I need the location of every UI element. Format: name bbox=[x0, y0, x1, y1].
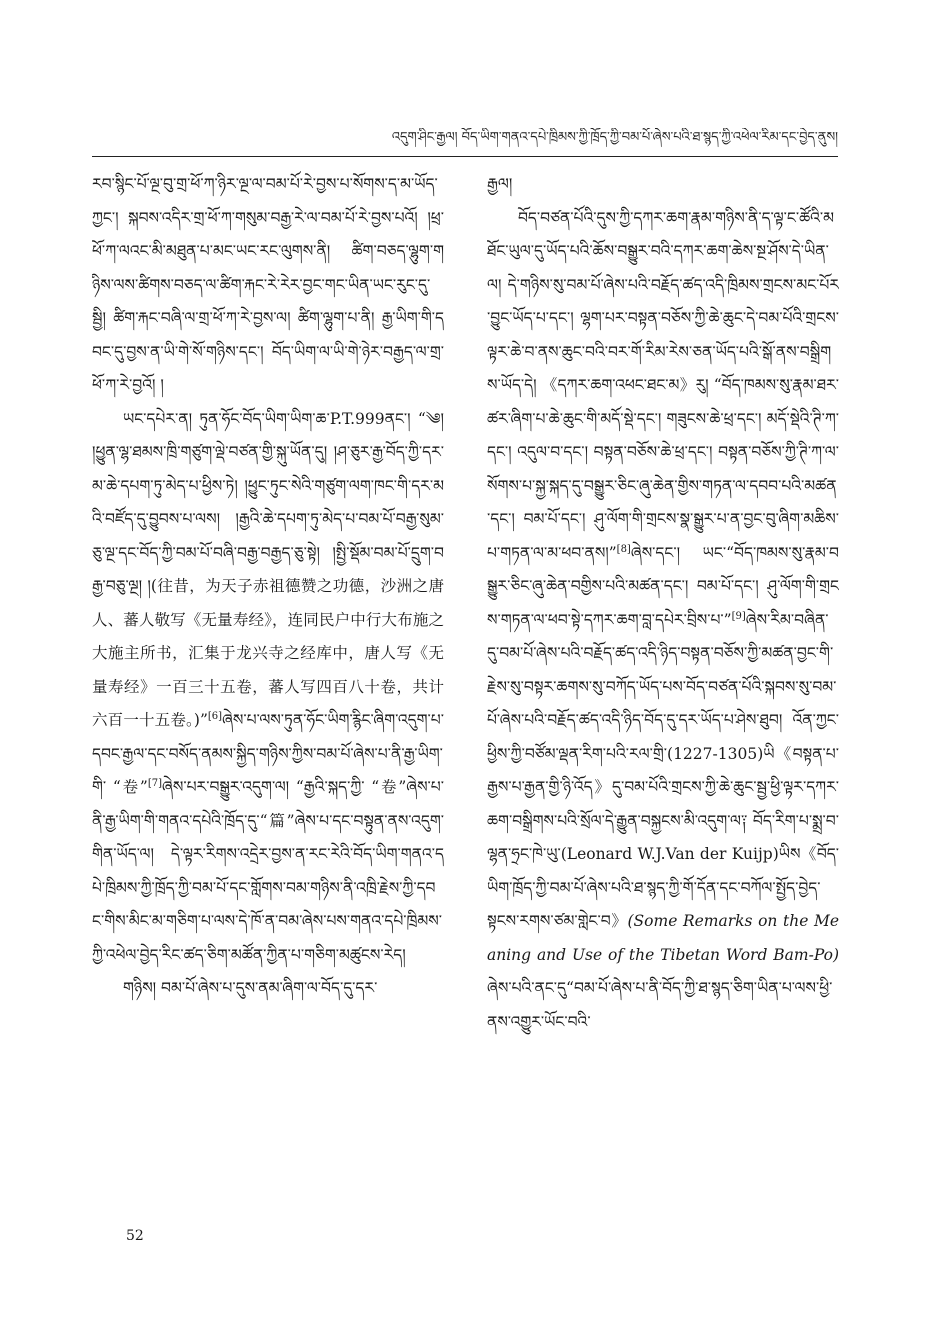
paragraph: རྒྱལ། bbox=[487, 175, 513, 193]
text-run: ཞེས་པ་ལས་ཏུན་ཧོང་ཡིག་རྙིང་ཞིག་འདུག་པ་དབང་རྒྱལ་དང་བསོད་ནམས་སྐྱིད་གཉིས་ཀྱིས་བམ་པོ་ཞེས་པ་ནི་རྒྱ་ཡིག་གི་ “卷” bbox=[92, 711, 444, 796]
text-run: ཡི《བསྟན་པ་རྒྱས་པ་རྒྱན་གྱི་ཉི་འོད》དུ་བམ་པོའི་གྲངས་ཀྱི་ཆེ་ཆུང་སྦྱ་ཕྱི་ལྟར་དཀར་ཆག་བསྒྲིགས་པའི་སྲོལ་དེ་རྒྱུན་བསྐྱངས་མི་འདུག་ལ༑ བོད་རིག་པ་སྨྲ་བ་ལྷན་ཧྲང་ཁེ་ཡུ་ bbox=[487, 744, 839, 863]
author-name: (Leonard W.J.Van der Kuijp) bbox=[560, 845, 779, 863]
header-rule bbox=[92, 156, 838, 157]
text-run: ཡིས《བོད་ཡིག་ཁྲོད་ཀྱི་བམ་པོ་ཞེས་པའི་ཐ་སྙད་ཀྱི་གོ་དོན་དང་བཀོལ་སྤྱོད་བྱེད་སྟངས་རགས་ཙམ་གླེང་བ》 bbox=[487, 845, 839, 930]
document-reference: P.T.999 bbox=[329, 409, 385, 428]
footnote-ref: [8] bbox=[616, 543, 631, 555]
page-number: 52 bbox=[126, 1228, 144, 1244]
text-run: ཞེས་རིམ་བཞིན་དུ་བམ་པོ་ཞེས་པའི་བརྗོད་ཚད་འདི་ཉིད་བསྟན་བཅོས་ཀྱི་མཚན་བྱང་གི་རྗེས་སུ་བསྟར་ཆགས་སུ་བཀོད་ཡོད་པས་བོད་བཙན་པོའི་སྐབས་སུ་བམ་པོ་ཞེས་པའི་བརྗོད་ཚད་འདི་ཉིད་བོད་དུ་དར་ཡོད་པ་ཤེས་ཐུབ། འོན་ཀྱང་ཕྱིས་ཀྱི་བཙོམ་ལྡན་རིག་པའི་རལ་གྲི་ bbox=[487, 610, 839, 763]
right-column bbox=[487, 168, 839, 1218]
chinese-translation: (往昔，为天子赤祖德赞之功德，沙洲之唐人、蕃人敬写《无量寿经》，连同民户中行大布施之大施主所书，汇集于龙兴寺之经库中，唐人写《无量寿经》一百三十五卷，蕃人写四百八十卷，共计六百一十五卷。)” bbox=[92, 577, 444, 729]
text-run: ནང་། “༄། །ཕྱུན་ལྷ་ཐམས་ཁྲི་གཙུག་ལྡེ་བཙན་གྱི་སྐུ་ཡོན་དུ། །ཤ་ཅུར་རྒྱ་བོད་ཀྱི་དར་མ་ཆེ་དཔག་ཏུ་མེད་པ་ཕྱིས་ཏེ། །ཕྱུང་ཏུང་སེའི་གཙུག་ལག་ཁང་གི་དར་མའི་བཛོད་དུ་བྱུབས་པ་ལས། །རྒྱའི་ཆེ་དཔག་ཏུ་མེད་པ་བམ་པོ་བརྒྱ་སུམ་ཅུ་ལྔ་དང་བོད་ཀྱི་བམ་པོ་བཞི་བརྒྱ་བརྒྱད་ཅུ་སྟེ། །སྤྱི་སྡོམ་བམ་པོ་དྲུག་བརྒྱ་བཅུ་ལྔ། ། bbox=[92, 409, 444, 595]
paragraph: གཉིས། བམ་པོ་ཞེས་པ་དུས་ནམ་ཞིག་ལ་བོད་དུ་དར་ bbox=[123, 979, 378, 997]
text-run: ཡང་དཔེར་ན། ཏུན་ཧོང་བོད་ཡིག་ཡིག་ཆ་ bbox=[123, 409, 330, 428]
paragraph: རབ་སྙིང་པོ་ལྔ་བུ་གྲ་ཕོ་ཀ་ཉིར་ལྔ་ལ་བམ་པོ་རེ་བྱས་པ་སོགས་ད་མ་ཡོད་ཀྱང་། སྐབས་འདིར་གྲ་ཕོ་ཀ་གསུམ་བརྒྱ་རེ་ལ་བམ་པོ་རེ་བྱས་པའོ། །ཕྲ་ཕོ་ཀ་ལའང་མི་མཐུན་པ་མང་ཡང་རང་ལུགས་ནི། ཚིག་བཅད་ལྷུག་གཉིས་ལས་ཚིགས་བཅད་ལ་ཚིག་རྐང་རེ་རེར་བྱང་གང་ཡིན་ཡང་རུང་དུ་སྦྱི། ཚིག་རྐང་བཞི་ལ་གྲ་ཕོ་ཀ་རེ་བྱས་ལ། ཚིག་ལྷུག་པ་ནི། རྒྱ་ཡིག་གི་དབང་དུ་བྱས་ན་ཡི་གེ་སོ་གཉིས་དང་། བོད་ཡིག་ལ་ཡི་གེ་ཉེར་བརྒྱད་ལ་གྲ་ཕོ་ཀ་རེ་བྱའོ། ། bbox=[92, 175, 444, 394]
paragraph bbox=[487, 202, 839, 1040]
text-run: ཞེས་པར་བསྒྱུར་འདུག་ལ། “རྒྱའི་སྐད་ཀྱི་ “卷”ཞེས་པ་ནི་རྒྱ་ཡིག་གི་གནའ་དཔེའི་ཁྲོད་དུ་“篇”ཞེས་པ་དང་བསྟུན་ནས་འདུག་གིན་ཡོད་ལ། དེ་ལྟར་རིགས་འདྲེར་བྱས་ན་རང་རེའི་བོད་ཡིག་གནའ་དཔེ་ཁྲིམས་ཀྱི་ཁྲོད་ཀྱི་བམ་པོ་དང་གློགས་བམ་གཉིས་ནི་འཁྲི་རྗེས་ཀྱི་དབང་གིས་མིང་མ་གཅིག་པ་ལས་དེ་ཁོ་ན་བམ་ཞེས་པས་གནའ་དཔེ་ཁྲིམས་ཀྱི་འཕེལ་བྱེད་རིང་ཚད་ཅིག་མཚོན་ཀྱིན་པ་གཅིག་མཚུངས་རེད། bbox=[92, 778, 444, 964]
running-header: འདུག་ཤིང་རྒྱལ། བོད་ཡིག་གནའ་དཔེ་ཁྲིམས་ཀྱི་ཁྲོད་ཀྱི་བམ་པོ་ཞེས་པའི་ཐ་སྙད་ཀྱི་འཕེལ་རིམ་དང་བྱེད་ནུས། bbox=[391, 130, 838, 145]
year-range: (1227-1305) bbox=[667, 744, 764, 763]
paragraph bbox=[92, 403, 444, 973]
footnote-ref: [7] bbox=[147, 777, 163, 789]
text-run: ཞེས་དང་། ཡང་“བོད་ཁམས་སུ་རྣམ་བསྒྱུར་ཅིང་ཞུ་ཆེན་བགྱིས་པའི་མཚན་དང་། བམ་པོ་དང་། ཤུ་ལོག་གི་གྲངས་གཏན་ལ་ཕབ་སྟེ་དཀར་ཆག་བླ་དཔེར་བྲིས་པ་” bbox=[487, 543, 839, 629]
footnote-ref: [6] bbox=[207, 710, 223, 722]
left-column bbox=[92, 168, 444, 1218]
footnote-ref: [9] bbox=[731, 610, 746, 622]
text-run: བོད་བཙན་པོའི་དུས་ཀྱི་དཀར་ཆག་རྣམ་གཉིས་ནི་ད་ལྟ་ང་ཚོའི་མཐོང་ཡུལ་དུ་ཡོད་པའི་ཆོས་བསྒྱུར་བའི་དཀར་ཆག་ཆེས་སྔ་ཤོས་དེ་ཡིན་ལ། དེ་གཉིས་སུ་བམ་པོ་ཞེས་པའི་བརྗོད་ཚད་འདི་ཁྲིམས་གྲངས་མང་པོར་བྱུང་ཡོད་པ་དང་། ལྷག་པར་བསྟན་བཅོས་ཀྱི་ཆེ་ཆུང་དེ་བམ་པོའི་གྲངས་ལྟར་ཆེ་བ་ནས་ཆུང་བའི་བར་གོ་རིམ་རེས་ཅན་ཡོད་པའི་སྒོ་ནས་བསྒྲིགས་ཡོད་དེ། 《དཀར་ཆག་འཕང་ཐང་མ》རུ། “བོད་ཁམས་སུ་རྣམ་ཐར་ཚར་ཞིག་པ་ཆེ་ཆུང་གི་མདོ་སྡེ་དང་། གཟུངས་ཆེ་ཕྲ་དང་། མདོ་སྡེའི་ཊི་ཀ་དང་། འདུལ་བ་དང་། བསྟན་བཅོས་ཆེ་ཕྲ་དང་། བསྟན་བཅོས་ཀྱི་ཊི་ཀ་ལ་སོགས་པ་སྐྱ་སྐད་དུ་བསྒྱུར་ཅིང་ཞུ་ཆེན་གྱིས་གཏན་ལ་དབབ་པའི་མཚན་དང་། བམ་པོ་དང་། ཤུ་ལོག་གི་གྲངས་སྣ་སྒྱུར་པ་ན་བྱང་བུ་ཞིག་མཆིས་པ་གཏན་ལ་མ་ཕབ་ནས།” bbox=[487, 208, 839, 562]
text-run: ཞེས་པའི་ནང་དུ“བམ་པོ་ཞེས་པ་ནི་བོད་ཀྱི་ཐ་སྙད་ཅིག་ཡིན་པ་ལས་ཕྱི་ནས་འགྱུར་ཡོང་བའི་ bbox=[487, 979, 833, 1031]
article-title: (Some Remarks on the Meaning and Use of the Tibetan Word Bam-Po) bbox=[487, 912, 839, 964]
